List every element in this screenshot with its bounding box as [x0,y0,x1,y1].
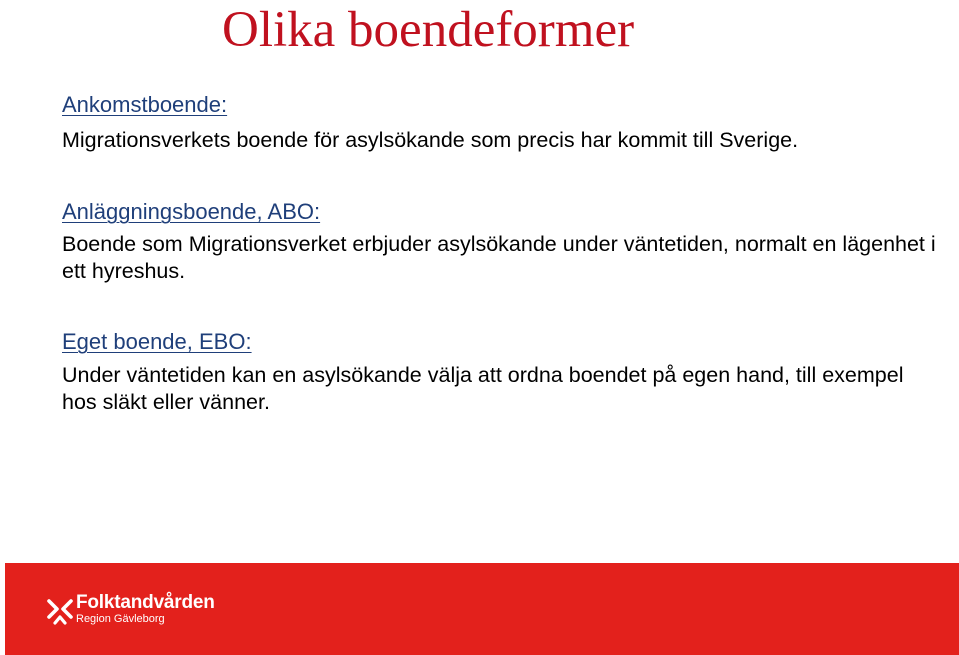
folktandvarden-logo [47,593,215,626]
section-heading: Eget boende, EBO: [62,329,252,354]
section-anlaggningsboende [62,199,942,285]
section-eget-boende [62,329,942,416]
page-title: Olika boendeformer [222,2,635,58]
section-heading: Ankomstboende: [62,92,228,117]
footer-bar [5,563,959,655]
logo-subtitle: Region Gävleborg [76,613,165,625]
logo-name: Folktandvården [76,592,215,613]
section-ankomstboende [62,92,942,154]
section-heading: Anläggningsboende, ABO: [62,199,321,224]
section-text: Under väntetiden kan en asylsökande välja att ordna boendet på egen hand, till exempel hos släkt eller vänner. [62,363,904,414]
tooth-logo-icon [47,595,73,625]
section-text: Boende som Migrationsverket erbjuder asylsökande under väntetiden, normalt en lägenhet i ett hyreshus. [62,232,936,283]
section-text: Migrationsverkets boende för asylsökande som precis har kommit till Sverige. [62,128,799,152]
